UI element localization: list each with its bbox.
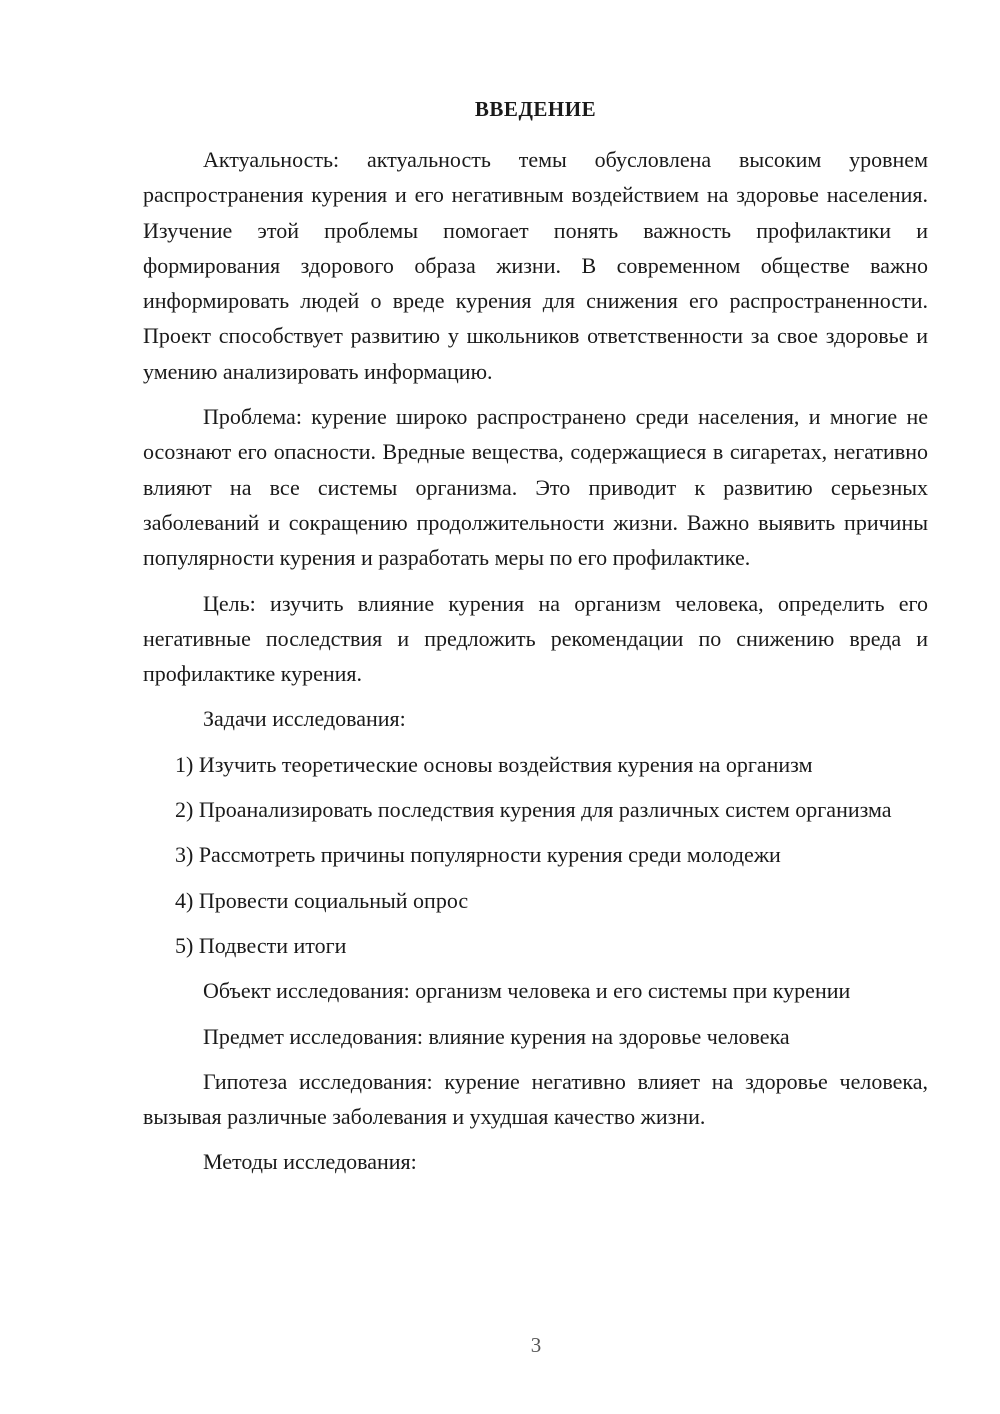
page-title: ВВЕДЕНИЕ (474, 97, 597, 121)
goal-paragraph: Цель: изучить влияние курения на организм человека, определить его негативные последствия и предложить рекомендации по снижению вреда и профилактике курения. (143, 590, 928, 687)
task-item: 2) Проанализировать последствия курения для различных систем организма (175, 797, 892, 823)
document-body (143, 142, 928, 1190)
problem-paragraph: Проблема: курение широко распространено среди населения, и многие не осознают его опасности. Вредные вещества, содержащиеся в сигаретах, негативно влияют на все системы организма. Это приводит к развитию серьезных заболеваний и сокращению продолжительности жизни. Важно выявить причины популярности курения и разработать меры по его профилактике. (143, 404, 928, 571)
task-item: 1) Изучить теоретические основы воздействия курения на организм (175, 751, 813, 777)
methods-heading: Методы исследования: (203, 1149, 417, 1175)
page-number: 3 (530, 1333, 542, 1357)
task-item: 4) Провести социальный опрос (175, 887, 469, 913)
task-item: 5) Подвести итоги (175, 932, 347, 958)
research-subject: Предмет исследования: влияние курения на здоровье человека (203, 1023, 790, 1049)
tasks-heading: Задачи исследования: (203, 706, 406, 732)
research-object: Объект исследования: организм человека и его системы при курении (203, 978, 851, 1004)
research-hypothesis: Гипотеза исследования: курение негативно влияет на здоровье человека, вызывая различные заболевания и ухудшая качество жизни. (143, 1068, 928, 1130)
task-item: 3) Рассмотреть причины популярности курения среди молодежи (175, 842, 781, 868)
relevance-paragraph: Актуальность: актуальность темы обусловлена высоким уровнем распространения курения и его негативным воздействием на здоровье населения. Изучение этой проблемы помогает понять важность профилактики и формирования здорового образа жизни. В современном обществе важно информировать людей о вреде курения для снижения его распространенности. Проект способствует развитию у школьников ответственности за свое здоровье и умению анализировать информацию. (143, 147, 928, 384)
